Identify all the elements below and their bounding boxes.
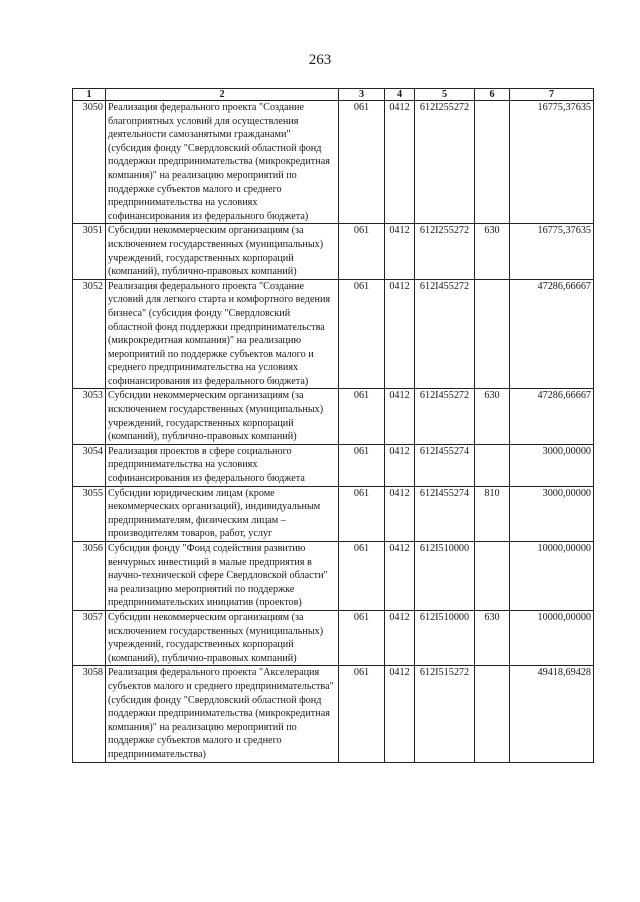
- row-code-3: 061: [339, 444, 385, 486]
- row-code-6: [475, 444, 510, 486]
- row-code-5: 612I455272: [415, 279, 475, 389]
- row-code-6: 810: [475, 486, 510, 541]
- table-row: [73, 666, 594, 762]
- row-code-5: 612I255272: [415, 101, 475, 224]
- table-row: [73, 389, 594, 444]
- header-col-5: 5: [415, 89, 475, 101]
- row-number: 3050: [73, 101, 106, 224]
- row-code-6: [475, 666, 510, 762]
- row-code-3: 061: [339, 389, 385, 444]
- table-row: [73, 279, 594, 389]
- table-row: [73, 444, 594, 486]
- row-code-6: [475, 542, 510, 611]
- row-code-3: 061: [339, 279, 385, 389]
- row-code-6: [475, 101, 510, 224]
- row-code-6: 630: [475, 610, 510, 665]
- header-col-4: 4: [385, 89, 415, 101]
- row-code-4: 0412: [385, 666, 415, 762]
- row-code-6: 630: [475, 389, 510, 444]
- row-code-3: 061: [339, 101, 385, 224]
- row-amount: 3000,00000: [510, 486, 594, 541]
- row-description: Субсидии юридическим лицам (кроме некоммерческих организаций), индивидуальным предпринимателям, физическим лицам – производителям товаров, работ, услуг: [106, 486, 339, 541]
- row-amount: 47286,66667: [510, 389, 594, 444]
- row-description: Реализация федерального проекта "Создание благоприятных условий для осуществления деятельности самозанятыми гражданами" (субсидия фонду "Свердловский областной фонд поддержки предпринимательства (микрокредитная компания)" на реализацию мероприятий по поддержке субъектов малого и среднего предпринимательства на условиях софинансирования из федерального бюджета): [106, 101, 339, 224]
- page-number: 263: [308, 52, 332, 68]
- row-number: 3055: [73, 486, 106, 541]
- row-code-4: 0412: [385, 101, 415, 224]
- row-code-5: 612I510000: [415, 610, 475, 665]
- row-amount: 3000,00000: [510, 444, 594, 486]
- header-col-2: 2: [106, 89, 339, 101]
- row-code-5: 612I455274: [415, 486, 475, 541]
- row-amount: 47286,66667: [510, 279, 594, 389]
- table-header-row: [73, 89, 594, 101]
- row-amount: 49418,69428: [510, 666, 594, 762]
- row-description: Субсидии некоммерческим организациям (за исключением государственных (муниципальных) учреждений, государственных корпораций (компаний), публично-правовых компаний): [106, 610, 339, 665]
- budget-table: [72, 88, 594, 763]
- table-row: [73, 542, 594, 611]
- table-row: [73, 101, 594, 224]
- row-number: 3051: [73, 224, 106, 279]
- row-code-3: 061: [339, 542, 385, 611]
- row-code-4: 0412: [385, 610, 415, 665]
- row-code-4: 0412: [385, 389, 415, 444]
- row-code-4: 0412: [385, 279, 415, 389]
- row-code-6: 630: [475, 224, 510, 279]
- row-code-3: 061: [339, 666, 385, 762]
- row-code-5: 612I515272: [415, 666, 475, 762]
- row-amount: 16775,37635: [510, 101, 594, 224]
- row-description: Субсидия фонду "Фонд содействия развитию венчурных инвестиций в малые предприятия в научно-технической сфере Свердловской области" на реализацию мероприятий по поддержке предпринимательских инициатив (проектов): [106, 542, 339, 611]
- table-row: [73, 224, 594, 279]
- row-number: 3052: [73, 279, 106, 389]
- row-description: Субсидии некоммерческим организациям (за исключением государственных (муниципальных) учреждений, государственных корпораций (компаний), публично-правовых компаний): [106, 224, 339, 279]
- row-description: Реализация проектов в сфере социального предпринимательства на условиях софинансирования из федерального бюджета: [106, 444, 339, 486]
- row-code-5: 612I255272: [415, 224, 475, 279]
- row-amount: 16775,37635: [510, 224, 594, 279]
- row-description: Реализация федерального проекта "Создание условий для легкого старта и комфортного ведения бизнеса" (субсидия фонду "Свердловский областной фонд поддержки предпринимательства (микрокредитная компания)" на реализацию мероприятий по поддержке субъектов малого и среднего предпринимательства на условиях софинансирования из федерального бюджета): [106, 279, 339, 389]
- row-number: 3057: [73, 610, 106, 665]
- row-description: Реализация федерального проекта "Акселерация субъектов малого и среднего предпринимательства" (субсидия фонду "Свердловский областной фонд поддержки предпринимательства (микрокредитная компания)" на реализацию мероприятий по поддержке субъектов малого и среднего предпринимательства): [106, 666, 339, 762]
- table-row: [73, 610, 594, 665]
- row-code-4: 0412: [385, 486, 415, 541]
- row-code-4: 0412: [385, 542, 415, 611]
- row-number: 3054: [73, 444, 106, 486]
- row-number: 3053: [73, 389, 106, 444]
- row-amount: 10000,00000: [510, 542, 594, 611]
- header-col-1: 1: [73, 89, 106, 101]
- row-description: Субсидии некоммерческим организациям (за исключением государственных (муниципальных) учреждений, государственных корпораций (компаний), публично-правовых компаний): [106, 389, 339, 444]
- header-col-6: 6: [475, 89, 510, 101]
- row-code-3: 061: [339, 224, 385, 279]
- header-col-3: 3: [339, 89, 385, 101]
- row-amount: 10000,00000: [510, 610, 594, 665]
- row-code-5: 612I510000: [415, 542, 475, 611]
- row-code-5: 612I455272: [415, 389, 475, 444]
- header-col-7: 7: [510, 89, 594, 101]
- row-code-6: [475, 279, 510, 389]
- row-code-3: 061: [339, 486, 385, 541]
- row-code-4: 0412: [385, 224, 415, 279]
- table-row: [73, 486, 594, 541]
- row-number: 3058: [73, 666, 106, 762]
- row-code-5: 612I455274: [415, 444, 475, 486]
- row-number: 3056: [73, 542, 106, 611]
- row-code-4: 0412: [385, 444, 415, 486]
- row-code-3: 061: [339, 610, 385, 665]
